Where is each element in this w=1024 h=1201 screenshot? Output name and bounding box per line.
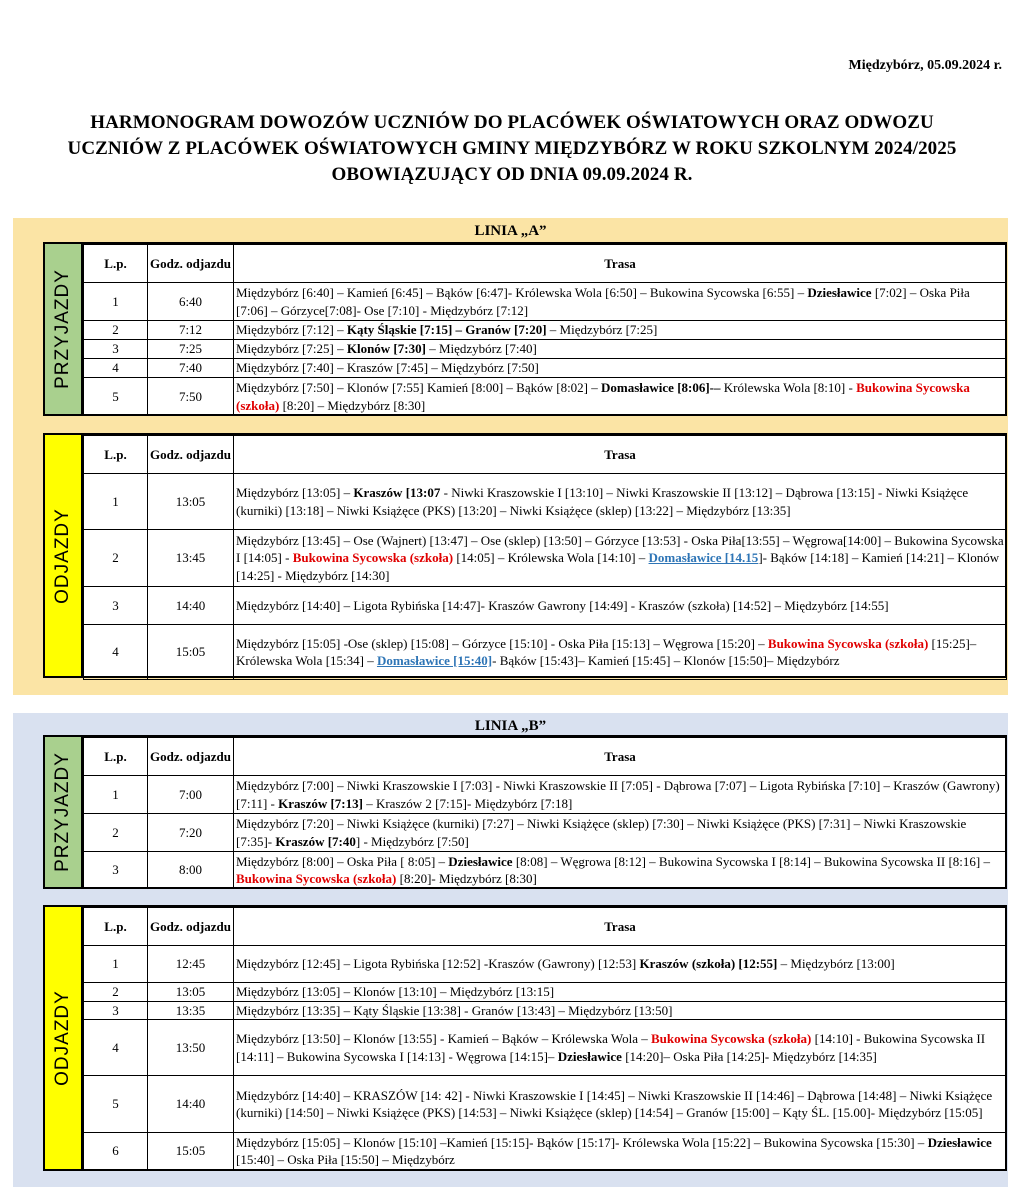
line-b-arrivals <box>43 735 1007 889</box>
table-row <box>84 946 1007 983</box>
table-row <box>84 852 1007 889</box>
document-title <box>0 110 1024 188</box>
route-text: Międzybórz [6:40] – Kamień [6:45] – Bąków [6:47]- Królewska Wola [6:50] – Bukowina Sycowska [6:55] – <box>236 285 808 300</box>
line-a-departures <box>43 433 1007 678</box>
schedule-table <box>83 435 1007 680</box>
row-number: 4 <box>84 1020 148 1076</box>
col-route: Trasa <box>234 908 1007 946</box>
route-cell <box>234 1001 1007 1020</box>
route-text: – Międzybórz [13:00] <box>777 956 895 972</box>
route-text: [14:05] – Królewska Wola [14:10] – <box>453 550 649 566</box>
col-lp: L.p. <box>84 908 148 946</box>
route-text: [8:20] – Międzybórz [8:30] <box>279 397 426 413</box>
schedule-table <box>83 907 1007 1170</box>
school-stop-red: Bukowina Sycowska (szkoła) <box>236 871 397 886</box>
bold-stop: Kąty Śląskie [7:15] – Granów [7:20] <box>346 322 547 338</box>
route-text: [8:20]- Międzybórz [8:30] <box>396 871 537 886</box>
route-text: Międzybórz [7:50] – Klonów [7:55] Kamień [8:00] – Bąków [8:02] – <box>236 380 602 395</box>
route-text: ] - Międzybórz [7:50] <box>355 833 469 849</box>
bold-stop: Domasławice [8:06]-– <box>601 380 721 395</box>
route-text: Międzybórz [7:20] – Niwki Książęce (kurniki) [7:27] – Niwki Książęce (sklep) [7:30] – Niwki Książęce (PKS) [7:31] – Niwki Kraszowskie [7:35]- <box>236 816 967 849</box>
route-text: [14:20]– Oska Piła [14:25]- Międzybórz [14:35] <box>621 1048 877 1064</box>
route-text: Międzybórz [13:50] – Klonów [13:55] - Kamień – Bąków – Królewska Wola – <box>236 1031 651 1046</box>
table-row <box>84 1020 1007 1076</box>
col-time: Godz. odjazdu <box>148 908 234 946</box>
table-row <box>84 625 1007 680</box>
bold-stop: Dziesławice <box>927 1134 992 1150</box>
section-label: PRZYJAZDY <box>45 737 83 887</box>
departure-time: 12:45 <box>148 946 234 983</box>
route-text: Międzybórz [14:40] – KRASZÓW [14: 42] - Niwki Kraszowskie I [14:45] – Niwki Kraszowskie II [14:46] – Dąbrowa [14:48] – Niwki Książęce (kurniki) [14:50] – Niwki Książęce (PKS) [14:53] – Niwki Książęce (sklep) [14:54] – Granów [15:00] – Kąty ŚL. [15.00]- Międzybórz [15:05] <box>236 1087 993 1120</box>
col-lp: L.p. <box>84 436 148 474</box>
route-text: – Kraszów 2 [7:15]- Międzybórz [7:18] <box>362 795 573 811</box>
route-text: [14:10] - Bukowina Sycowska II [14:11] – Bukowina Sycowska I [14:13] - Węgrowa [14:15]– <box>236 1031 986 1064</box>
bold-stop: Dziesławice <box>807 285 872 300</box>
route-text: ]- Bąków [14:18] – Kamień [14:21] – Klonów [14:25] - Międzybórz [14:30] <box>236 550 1000 583</box>
table-row <box>84 283 1007 321</box>
stop-blue-underlined: Domasławice [14.15 <box>648 550 759 566</box>
route-text: – Międzybórz [7:40] <box>425 341 537 357</box>
departure-time: 14:40 <box>148 587 234 625</box>
route-cell <box>234 321 1007 340</box>
route-cell <box>234 776 1007 814</box>
bold-stop: Klonów [7:30] <box>346 341 426 357</box>
route-cell <box>234 587 1007 625</box>
route-cell <box>234 1076 1007 1133</box>
col-time: Godz. odjazdu <box>148 436 234 474</box>
departure-time: 7:00 <box>148 776 234 814</box>
departure-time: 7:50 <box>148 378 234 416</box>
route-cell <box>234 946 1007 983</box>
row-number: 3 <box>84 587 148 625</box>
table-row <box>84 983 1007 1002</box>
departure-time: 13:05 <box>148 983 234 1002</box>
route-text: [7:02] – Oska Piła [7:06] – Górzyce[7:08]- Ose [7:10] - Międzybórz [7:12] <box>236 285 970 318</box>
route-text: Królewska Wola [8:10] - <box>720 380 857 395</box>
line-b-title: LINIA „B” <box>474 718 547 734</box>
schedule-table <box>83 737 1007 889</box>
route-text: - Niwki Kraszowskie I [13:10] – Niwki Kraszowskie II [13:12] – Dąbrowa [13:15] - Niwki Książęce (kurniki) [13:18] – Niwki Książęce (PKS) [13:20] – Niwki Książęce (sklep) [13:22] – Międzybórz [13:35] <box>236 485 969 518</box>
bold-stop: Kraszów [7:13] <box>278 795 363 811</box>
row-number: 3 <box>84 852 148 889</box>
title-line: HARMONOGRAM DOWOZÓW UCZNIÓW DO PLACÓWEK OŚWIATOWYCH ORAZ ODWOZU <box>90 112 934 133</box>
table-row <box>84 530 1007 587</box>
bold-stop: Kraszów [7:40 <box>275 833 356 849</box>
row-number: 6 <box>84 1133 148 1170</box>
col-route: Trasa <box>234 245 1007 283</box>
route-cell <box>234 1020 1007 1076</box>
bold-stop: Dziesławice <box>557 1048 622 1064</box>
col-lp: L.p. <box>84 245 148 283</box>
bold-stop: Kraszów [13:07 <box>353 485 441 500</box>
title-line: UCZNIÓW Z PLACÓWEK OŚWIATOWYCH GMINY MIĘDZYBÓRZ W ROKU SZKOLNYM 2024/2025 <box>67 138 957 159</box>
title-line: OBOWIĄZUJĄCY OD DNIA 09.09.2024 R. <box>331 164 693 185</box>
line-a-arrivals <box>43 242 1007 416</box>
school-stop-red: Bukowina Sycowska (szkoła) <box>651 1031 812 1046</box>
section-label: ODJAZDY <box>45 907 83 1169</box>
route-text: - Bąków [15:43]– Kamień [15:45] – Klonów [15:50]– Międzybórz <box>492 653 840 668</box>
departure-time: 8:00 <box>148 852 234 889</box>
route-text: Międzybórz [13:35] – Kąty Śląskie [13:38] - Granów [13:43] – Międzybórz [13:50] <box>236 1002 673 1018</box>
departure-time: 7:40 <box>148 359 234 378</box>
school-stop-red: Bukowina Sycowska (szkoła) <box>767 635 929 651</box>
route-text: Międzybórz [7:40] – Kraszów [7:45] – Międzybórz [7:50] <box>236 360 539 376</box>
route-cell <box>234 814 1007 852</box>
route-cell <box>234 1133 1007 1170</box>
table-row <box>84 587 1007 625</box>
row-number: 1 <box>84 474 148 530</box>
table-row <box>84 814 1007 852</box>
line-a-panel <box>13 218 1008 695</box>
document-date: Międzybórz, 05.09.2024 r. <box>848 58 1002 73</box>
row-number: 1 <box>84 946 148 983</box>
table-row <box>84 359 1007 378</box>
row-number: 1 <box>84 283 148 321</box>
bold-stop: Kraszów (szkoła) [12:55] <box>639 956 778 972</box>
table-row <box>84 340 1007 359</box>
departure-time: 13:45 <box>148 530 234 587</box>
row-number: 5 <box>84 378 148 416</box>
section-label: ODJAZDY <box>45 435 83 676</box>
route-cell <box>234 625 1007 680</box>
table-row <box>84 474 1007 530</box>
route-text: [15:40] – Oska Piła [15:50] – Międzybórz <box>236 1152 455 1167</box>
departure-time: 7:20 <box>148 814 234 852</box>
table-row <box>84 321 1007 340</box>
departure-time: 15:05 <box>148 1133 234 1170</box>
departure-time: 14:40 <box>148 1076 234 1133</box>
stop-blue-underlined: Domasławice [15:40] <box>376 653 493 668</box>
col-route: Trasa <box>234 738 1007 776</box>
table-row <box>84 378 1007 416</box>
col-time: Godz. odjazdu <box>148 245 234 283</box>
route-text: Międzybórz [13:05] – Klonów [13:10] – Międzybórz [13:15] <box>236 984 555 999</box>
schedule-table <box>83 244 1007 416</box>
departure-time: 7:25 <box>148 340 234 359</box>
route-text: Międzybórz [7:12] – <box>236 322 347 338</box>
route-text: Międzybórz [15:05] -Ose (sklep) [15:08] – Górzyce [15:10] - Oska Piła [15:13] – Węgrowa [15:20] – <box>236 635 768 651</box>
table-row <box>84 1076 1007 1133</box>
departure-time: 13:35 <box>148 1001 234 1020</box>
row-number: 2 <box>84 814 148 852</box>
route-text: Międzybórz [12:45] – Ligota Rybińska [12:52] -Kraszów (Gawrony) [12:53] <box>236 956 640 972</box>
row-number: 3 <box>84 340 148 359</box>
school-stop-red: Bukowina Sycowska (szkoła) <box>292 550 454 566</box>
row-number: 1 <box>84 776 148 814</box>
table-row <box>84 1001 1007 1020</box>
departure-time: 13:50 <box>148 1020 234 1076</box>
table-row <box>84 776 1007 814</box>
departure-time: 6:40 <box>148 283 234 321</box>
line-a-title: LINIA „A” <box>474 223 547 239</box>
departure-time: 7:12 <box>148 321 234 340</box>
row-number: 2 <box>84 983 148 1002</box>
route-cell <box>234 378 1007 416</box>
departure-time: 15:05 <box>148 625 234 680</box>
table-row <box>84 1133 1007 1170</box>
route-text: Międzybórz [13:45] – Ose (Wajnert) [13:47] – Ose (sklep) [13:50] – Górzyce [13:53] - Oska Piła[13:55] – Węgrowa[14:00] – Bukowina Sycowska I [14:05] - <box>236 532 1004 566</box>
row-number: 5 <box>84 1076 148 1133</box>
route-cell <box>234 283 1007 321</box>
route-cell <box>234 340 1007 359</box>
line-b-departures <box>43 905 1007 1171</box>
route-text: Międzybórz [8:00] – Oska Piła [ 8:05] – <box>236 853 449 869</box>
row-number: 4 <box>84 359 148 378</box>
route-cell <box>234 474 1007 530</box>
row-number: 4 <box>84 625 148 680</box>
route-text: Międzybórz [7:25] – <box>236 341 347 357</box>
departure-time: 13:05 <box>148 474 234 530</box>
row-number: 2 <box>84 321 148 340</box>
col-time: Godz. odjazdu <box>148 738 234 776</box>
col-lp: L.p. <box>84 738 148 776</box>
col-route: Trasa <box>234 436 1007 474</box>
route-text: [15:25]– Królewska Wola [15:34] – <box>236 635 977 668</box>
route-text: Międzybórz [13:05] – <box>236 485 354 500</box>
route-text: Międzybórz [7:00] – Niwki Kraszowskie I [7:03] - Niwki Kraszowskie II [7:05] - Dąbrowa [7:07] – Ligota Rybińska [7:10] – Kraszów (Gawrony) [7:11] - <box>236 778 1000 811</box>
school-stop-red: Bukowina Sycowska (szkoła) <box>236 380 970 413</box>
route-text: Międzybórz [14:40] – Ligota Rybińska [14:47]- Kraszów Gawrony [14:49] - Kraszów (szkoła) [14:52] – Międzybórz [14:55] <box>236 597 889 613</box>
route-text: [8:08] – Węgrowa [8:12] – Bukowina Sycowska I [8:14] – Bukowina Sycowska II [8:16] – <box>512 853 990 869</box>
route-text: – Międzybórz [7:25] <box>546 322 658 338</box>
bold-stop: Dziesławice <box>448 853 513 869</box>
route-cell <box>234 359 1007 378</box>
route-cell <box>234 852 1007 889</box>
route-cell <box>234 983 1007 1002</box>
row-number: 3 <box>84 1001 148 1020</box>
row-number: 2 <box>84 530 148 587</box>
line-b-panel <box>13 713 1008 1187</box>
route-cell <box>234 530 1007 587</box>
route-text: Międzybórz [15:05] – Klonów [15:10] –Kamień [15:15]- Bąków [15:17]- Królewska Wola [15:22] – Bukowina Sycowska [15:30] – <box>236 1134 928 1150</box>
section-label: PRZYJAZDY <box>45 244 83 414</box>
